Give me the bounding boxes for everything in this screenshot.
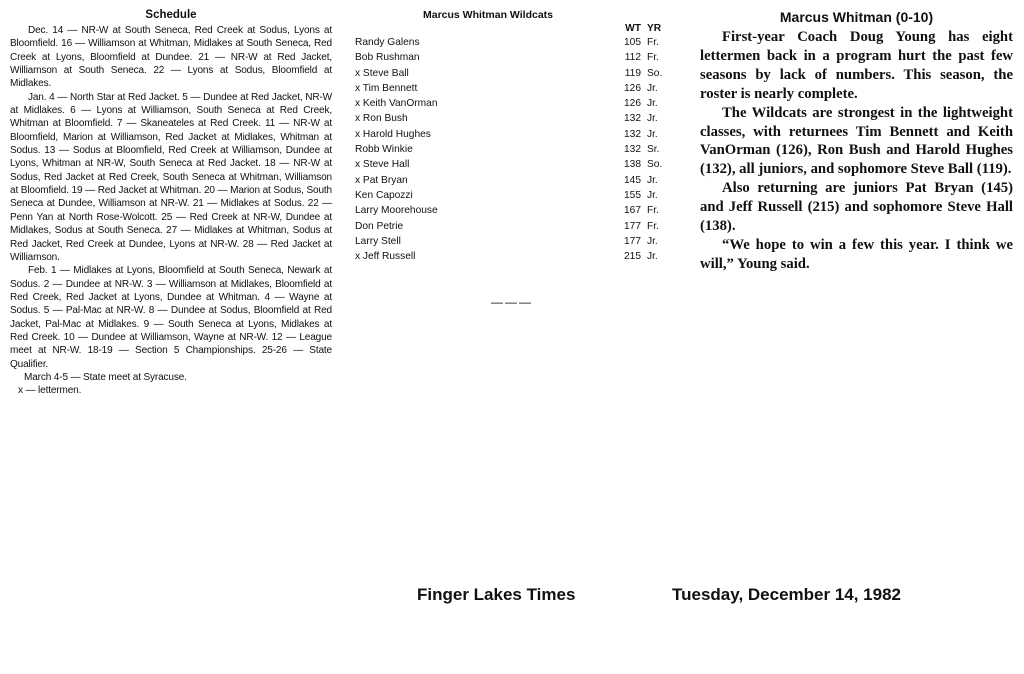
schedule-title: Schedule: [145, 9, 197, 21]
player-name: x Jeff Russell: [355, 251, 416, 263]
player-name: x Harold Hughes: [355, 128, 431, 140]
player-weight: 177: [624, 235, 641, 247]
player-weight: 105: [624, 37, 641, 48]
schedule-lettermen-key: x — lettermen.: [18, 385, 82, 397]
player-year: Jr.: [647, 113, 658, 125]
article-column: [700, 8, 1013, 274]
schedule-february: Feb. 1 — Midlakes at Lyons, Bloomfield at South Seneca, Newark at Sodus. 2 — Dundee at NR-W. 3 — Williamson at Midlakes, Bloomfield at Red Creek, Red Jacket at Lyons, Dundee at Whitman. 4 — Wayne at Sodus. 5 — Pal-Mac at NR-W. 8 — Dundee at Sodus, Bloomfield at Red Jacket, Pal-Mac at Midlakes. 9 — South Seneca at Lyons, Midlakes at Red Creek. 10 — Dundee at Williamson, Wayne at NR-W. 12 — League meet at NR-W. 18-19 — Section 5 Championships. 25-26 — State Qualifier.: [10, 265, 332, 370]
player-weight: 132: [624, 128, 641, 140]
player-year: Fr.: [647, 220, 659, 232]
roster-row: [355, 173, 669, 188]
player-year: Jr.: [647, 128, 658, 140]
roster-row: [355, 188, 669, 203]
player-name: Robb Winkie: [355, 144, 413, 156]
player-year: So.: [647, 67, 663, 79]
roster-row: [355, 50, 669, 65]
player-name: Ken Capozzi: [355, 189, 413, 201]
article-paragraph: The Wildcats are strongest in the lightweight classes, with returnees Tim Bennett and Keith VanOrman (126), Ron Bush and Harold Hughes (132), all juniors, and sophomore Steve Ball (119).: [700, 104, 1013, 178]
player-name: Bob Rushman: [355, 52, 420, 64]
player-name: Don Petrie: [355, 220, 404, 232]
player-weight: 132: [624, 113, 641, 125]
player-name: Randy Galens: [355, 37, 420, 48]
article-title: Marcus Whitman (0-10): [779, 9, 934, 25]
player-year: Fr.: [647, 205, 659, 217]
schedule-column: [10, 8, 332, 398]
player-weight: 215: [624, 251, 641, 263]
roster-row: [355, 234, 669, 249]
player-weight: 177: [624, 220, 641, 232]
roster-table: [355, 22, 669, 264]
publication-name: Finger Lakes Times: [417, 585, 576, 604]
schedule-january: Jan. 4 — North Star at Red Jacket. 5 — Dundee at Red Jacket, NR-W at Midlakes. 6 — Lyons at Williamson, South Seneca at Red Creek, Whitman at Bloomfield. 7 — Skaneateles at Red Creek. 11 — NR-W at Bloomfield, Marion at Williamson, Red Jacket at Midlakes, Whitman at Sodus. 13 — Sodus at Bloomfield, Red Creek at Williamson, Dundee at Lyons, Whitman at NR-W, South Seneca at Red Jacket. 18 — NR-W at Sodus, Red Jacket at Red Creek, South Seneca at Whitman, Williamson at Bloomfield. 19 — Red Jacket at Whitman. 20 — Marion at Sodus, South Seneca at Dundee, Williamson at NR-W. 21 — Midlakes at Sodus. 22 — Penn Yan at North Rose-Wolcott. 25 — Red Creek at NR-W, Dundee at Midlakes, Sodus at South Seneca. 27 — Midlakes at Whitman, Sodus at Red Jacket, Red Creek at Dundee, Lyons at NR-W. 28 — Red Jacket at Williamson.: [10, 91, 332, 263]
player-year: Jr.: [647, 235, 658, 247]
roster-title: Marcus Whitman Wildcats: [423, 9, 554, 21]
player-weight: 126: [624, 98, 641, 110]
player-year: Jr.: [647, 189, 658, 201]
weight-column-header: WT: [625, 23, 641, 34]
schedule-march: March 4-5 — State meet at Syracuse.: [24, 371, 187, 383]
roster-separator: ———: [491, 295, 533, 309]
player-weight: 167: [624, 205, 641, 217]
player-weight: 145: [624, 174, 641, 186]
roster-row: [355, 203, 669, 218]
roster-row: [355, 219, 669, 234]
player-weight: 119: [624, 67, 641, 79]
roster-row: [355, 249, 669, 264]
player-name: Larry Moorehouse: [355, 205, 438, 217]
roster-column: [355, 8, 673, 309]
player-year: Fr.: [647, 37, 659, 48]
player-year: Jr.: [647, 98, 658, 110]
article-paragraph: “We hope to win a few this year. I think we will,” Young said.: [700, 236, 1013, 272]
player-name: x Steve Ball: [355, 67, 409, 79]
player-name: x Tim Bennett: [355, 82, 418, 94]
player-year: Sr.: [647, 144, 660, 156]
article-paragraph: Also returning are juniors Pat Bryan (145) and Jeff Russell (215) and sophomore Steve Hall (138).: [700, 180, 1013, 235]
player-weight: 132: [624, 144, 641, 156]
player-name: x Keith VanOrman: [355, 98, 438, 110]
player-name: x Steve Hall: [355, 159, 410, 171]
player-year: Jr.: [647, 251, 658, 263]
article-paragraph: First-year Coach Doug Young has eight lettermen back in a program hurt the past few seasons by lack of numbers. This season, the roster is nearly complete.: [700, 29, 1013, 102]
player-weight: 112: [624, 52, 641, 64]
player-year: Jr.: [647, 174, 658, 186]
roster-row: [355, 157, 669, 172]
publication-date: Tuesday, December 14, 1982: [672, 585, 902, 604]
player-year: Jr.: [647, 82, 658, 94]
roster-row: [355, 35, 669, 50]
player-name: Larry Stell: [355, 235, 401, 247]
year-column-header: YR: [647, 23, 662, 34]
player-year: Fr.: [647, 52, 659, 64]
schedule-december: Dec. 14 — NR-W at South Seneca, Red Creek at Sodus, Lyons at Bloomfield. 16 — Williamson at Whitman, Midlakes at South Seneca, Red Creek at Lyons, Bloomfield at Dundee. 21 — NR-W at Red Jacket, Williamson at South Seneca. 22 — Lyons at Sodus, Bloomfield at Midlakes.: [10, 25, 332, 90]
player-weight: 155: [624, 189, 641, 201]
schedule-body: [10, 24, 332, 398]
roster-row: [355, 127, 669, 142]
roster-row: [355, 111, 669, 126]
roster-row: [355, 96, 669, 111]
player-weight: 138: [624, 159, 641, 171]
player-year: So.: [647, 159, 663, 171]
player-weight: 126: [624, 82, 641, 94]
roster-row: [355, 81, 669, 96]
player-name: x Pat Bryan: [355, 174, 408, 186]
roster-row: [355, 66, 669, 81]
roster-row: [355, 142, 669, 157]
player-name: x Ron Bush: [355, 113, 408, 125]
roster-header-row: [355, 22, 669, 35]
